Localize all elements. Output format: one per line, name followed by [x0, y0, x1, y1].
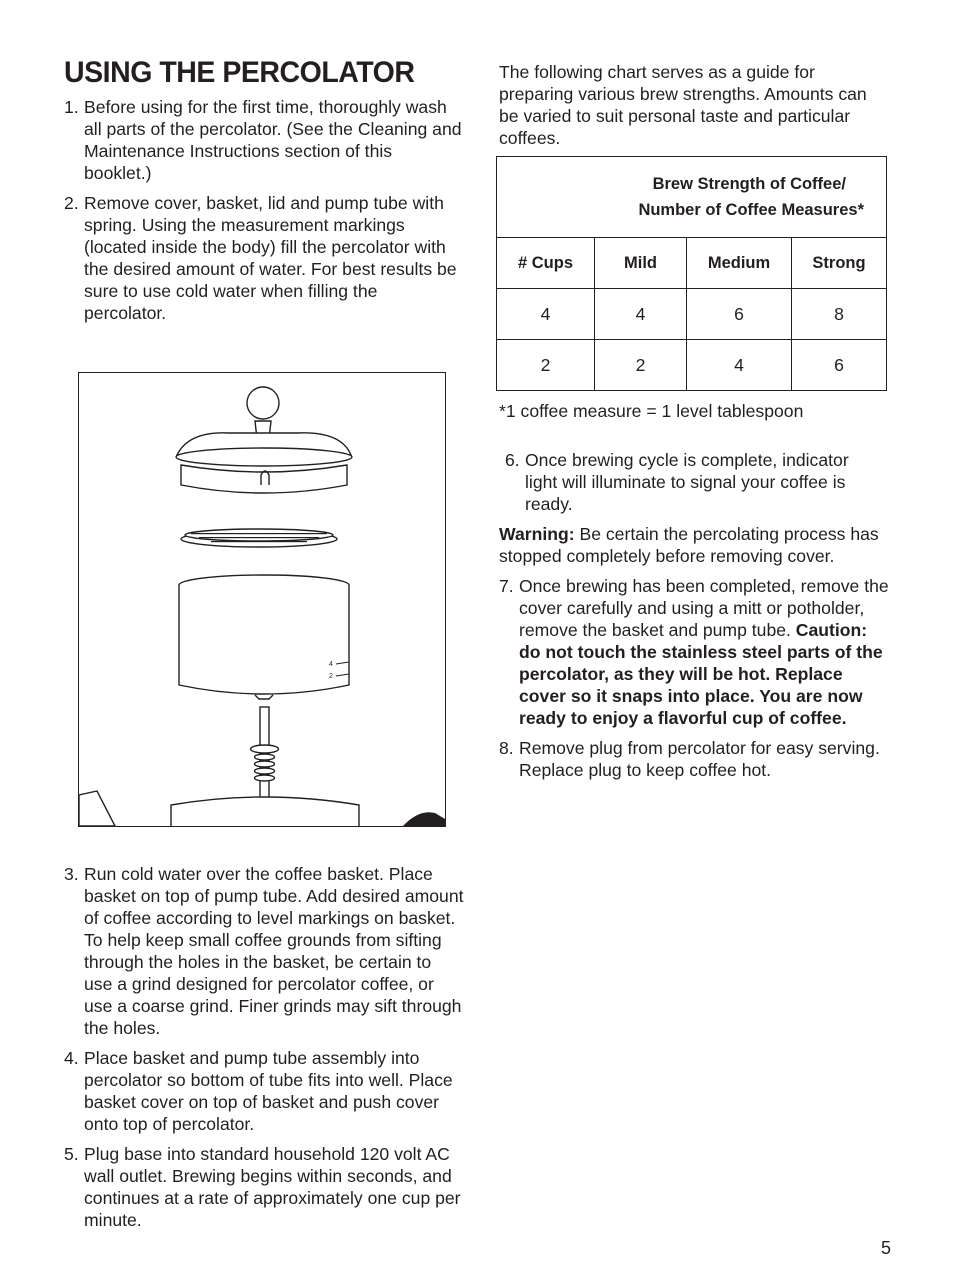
table-cell: 4	[687, 340, 792, 391]
list-item	[64, 96, 464, 184]
table-row	[497, 289, 887, 340]
warning-text: Be certain the percolating process has stopped completely before removing cover.	[499, 524, 879, 566]
column-header: Medium	[687, 238, 792, 289]
list-item	[499, 575, 891, 729]
step-number: 1.	[64, 97, 79, 117]
step-text: Place basket and pump tube assembly into percolator so bottom of tube fits into well. Place basket cover on top of basket and push cover onto top of percolator.	[84, 1048, 453, 1134]
column-header: Strong	[792, 238, 887, 289]
list-item	[499, 737, 891, 781]
step-number: 8.	[499, 738, 514, 758]
step-text: Once brewing has been completed, remove the cover carefully and using a mitt or potholder, remove the basket and pump tube.	[519, 576, 889, 640]
percolator-illustration	[78, 372, 446, 827]
steps-list-top	[64, 96, 464, 332]
table-cell: 2	[497, 340, 595, 391]
list-item	[505, 449, 875, 515]
warning-label: Warning:	[499, 524, 575, 544]
level-marking-2: 2	[329, 673, 333, 680]
table-cell: 4	[497, 289, 595, 340]
step-text: Run cold water over the coffee basket. Place basket on top of pump tube. Add desired amount of coffee according to level markings on basket. To help keep small coffee grounds from sifting through the holes in the basket, be certain to use a grind designed for percolator coffee, or use a coarse grind. Finer grinds may sift through the holes.	[84, 864, 464, 1038]
table-cell: 6	[792, 340, 887, 391]
column-header: # Cups	[497, 238, 595, 289]
step-text: Once brewing cycle is complete, indicator light will illuminate to signal your coffee is ready.	[525, 450, 849, 514]
step-number: 7.	[499, 576, 514, 596]
step-text: Before using for the first time, thoroughly wash all parts of the percolator. (See the Cleaning and Maintenance Instructions section of this booklet.)	[84, 97, 462, 183]
warning-paragraph	[499, 523, 891, 567]
steps-list-bottom	[64, 863, 464, 1239]
caution-text: Caution: do not touch the stainless steel parts of the percolator, as they will be hot. Replace cover so it snaps into place. You are now ready to enjoy a flavorful cup of coffee.	[519, 620, 883, 728]
brew-strength-table	[496, 156, 887, 391]
list-item	[64, 1143, 464, 1231]
level-marking-4: 4	[329, 661, 333, 668]
table-row	[497, 340, 887, 391]
step-number: 6.	[505, 450, 520, 470]
chart-intro: The following chart serves as a guide for preparing various brew strengths. Amounts can be varied to suit personal taste and particular coffees.	[499, 62, 867, 148]
step-text: Plug base into standard household 120 volt AC wall outlet. Brewing begins within seconds, and continues at a rate of approximately one cup per minute.	[84, 1144, 461, 1230]
step-number: 5.	[64, 1144, 79, 1164]
step-number: 3.	[64, 864, 79, 884]
table-cell: 8	[792, 289, 887, 340]
step-text: Remove plug from percolator for easy serving. Replace plug to keep coffee hot.	[519, 738, 880, 780]
table-cell: 2	[595, 340, 687, 391]
table-title-line1: Brew Strength of Coffee/	[652, 175, 846, 193]
table-title-line2: Number of Coffee Measures*	[638, 201, 864, 219]
table-title	[497, 157, 887, 238]
page-title: USING THE PERCOLATOR	[64, 56, 415, 89]
table-footnote: *1 coffee measure = 1 level tablespoon	[499, 401, 804, 421]
column-header: Mild	[595, 238, 687, 289]
list-item	[64, 863, 464, 1039]
step-6	[505, 449, 875, 523]
step-number: 4.	[64, 1048, 79, 1068]
step-text: Remove cover, basket, lid and pump tube with spring. Using the measurement markings (located inside the body) fill the percolator with the desired amount of water. For best results be sure to use cold water when filling the percolator.	[84, 193, 457, 323]
list-item	[64, 1047, 464, 1135]
list-item	[64, 192, 464, 324]
table-cell: 6	[687, 289, 792, 340]
table-cell: 4	[595, 289, 687, 340]
steps-list-right	[499, 575, 891, 789]
step-number: 2.	[64, 193, 79, 213]
page-number: 5	[881, 1238, 892, 1258]
